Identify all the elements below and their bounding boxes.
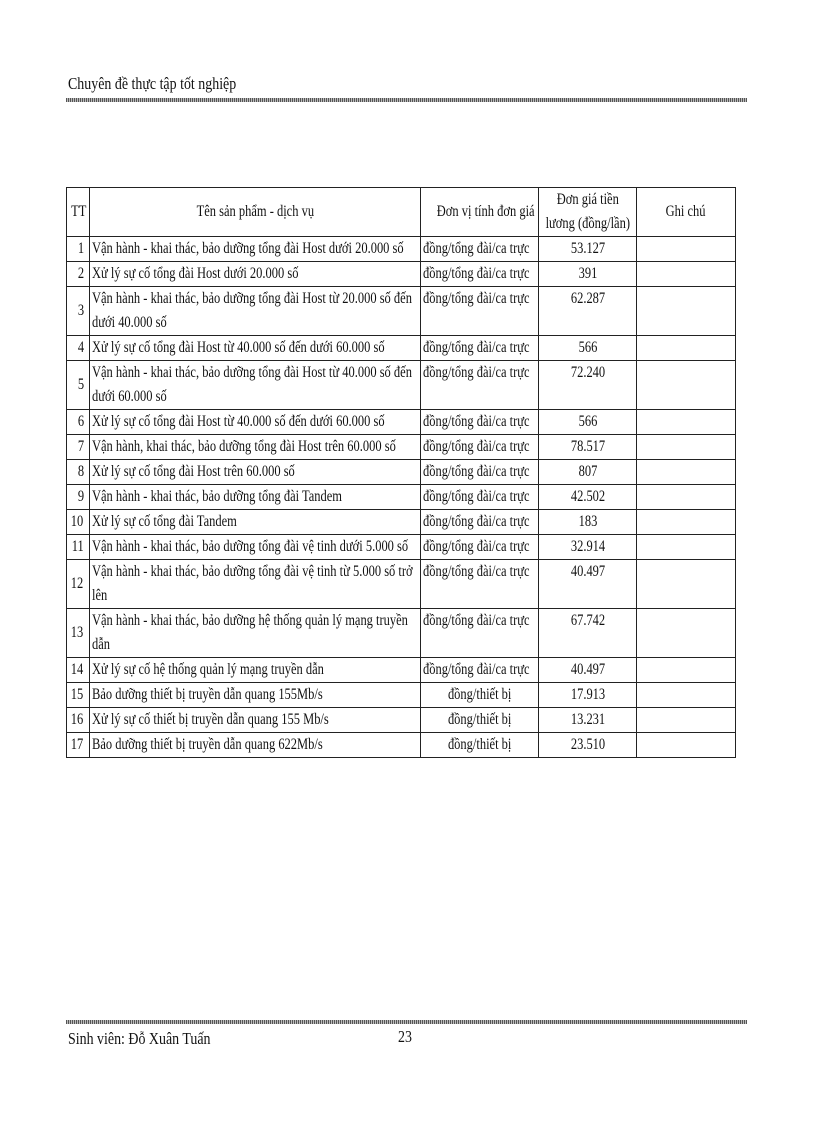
row-number: 13 (67, 609, 90, 658)
table-row (67, 708, 736, 733)
table-row (67, 510, 736, 535)
row-note (637, 410, 736, 435)
row-price: 72.240 (539, 361, 637, 410)
row-note (637, 361, 736, 410)
row-note (637, 535, 736, 560)
row-price: 53.127 (539, 237, 637, 262)
row-number: 16 (67, 708, 90, 733)
column-header-unit: Đơn vị tính đơn giá (421, 188, 539, 237)
column-header-price: Đơn giá tiền lương (đồng/lần) (539, 188, 637, 237)
row-note (637, 336, 736, 361)
row-number: 5 (67, 361, 90, 410)
row-unit: đồng/thiết bị (421, 683, 539, 708)
row-note (637, 435, 736, 460)
row-price: 23.510 (539, 733, 637, 758)
row-service-name: Vận hành - khai thác, bảo dưỡng tổng đài Host từ 40.000 số đến dưới 60.000 số (90, 361, 421, 410)
table-row (67, 361, 736, 410)
row-unit: đồng/tổng đài/ca trực (421, 336, 539, 361)
table-row (67, 262, 736, 287)
row-price: 13.231 (539, 708, 637, 733)
row-number: 17 (67, 733, 90, 758)
row-service-name: Vận hành - khai thác, bảo dưỡng tổng đài vệ tinh từ 5.000 số trở lên (90, 560, 421, 609)
row-note (637, 708, 736, 733)
table-row (67, 336, 736, 361)
table-row (67, 237, 736, 262)
column-header-tt: TT (67, 188, 90, 237)
column-header-note: Ghi chú (637, 188, 736, 237)
table-row (67, 485, 736, 510)
row-service-name: Xử lý sự cố hệ thống quản lý mạng truyền dẫn (90, 658, 421, 683)
row-note (637, 262, 736, 287)
row-price: 566 (539, 410, 637, 435)
table-row (67, 435, 736, 460)
table-body (67, 237, 736, 758)
row-note (637, 287, 736, 336)
row-note (637, 237, 736, 262)
table-row (67, 609, 736, 658)
page-number: 23 (398, 1027, 412, 1046)
row-service-name: Xử lý sự cố tổng đài Host trên 60.000 số (90, 460, 421, 485)
row-number: 1 (67, 237, 90, 262)
row-price: 32.914 (539, 535, 637, 560)
row-unit: đồng/tổng đài/ca trực (421, 560, 539, 609)
row-service-name: Vận hành - khai thác, bảo dưỡng tổng đài Host từ 20.000 số đến dưới 40.000 số (90, 287, 421, 336)
row-price: 62.287 (539, 287, 637, 336)
row-note (637, 658, 736, 683)
table-row (67, 560, 736, 609)
row-unit: đồng/tổng đài/ca trực (421, 435, 539, 460)
row-price: 67.742 (539, 609, 637, 658)
table-row (67, 535, 736, 560)
header-rule (66, 98, 747, 102)
row-service-name: Bảo dưỡng thiết bị truyền dẫn quang 155Mb/s (90, 683, 421, 708)
row-number: 2 (67, 262, 90, 287)
document-header-title: Chuyên đề thực tập tốt nghiệp (68, 74, 237, 93)
row-unit: đồng/tổng đài/ca trực (421, 658, 539, 683)
row-note (637, 609, 736, 658)
footer-rule (66, 1020, 747, 1024)
row-unit: đồng/tổng đài/ca trực (421, 262, 539, 287)
row-note (637, 510, 736, 535)
row-unit: đồng/tổng đài/ca trực (421, 535, 539, 560)
table-row (67, 683, 736, 708)
table-row (67, 658, 736, 683)
row-number: 11 (67, 535, 90, 560)
footer-student-name: Sinh viên: Đỗ Xuân Tuấn (68, 1029, 211, 1048)
row-unit: đồng/tổng đài/ca trực (421, 510, 539, 535)
row-number: 10 (67, 510, 90, 535)
row-price: 183 (539, 510, 637, 535)
row-service-name: Bảo dưỡng thiết bị truyền dẫn quang 622Mb/s (90, 733, 421, 758)
column-header-name: Tên sản phẩm - dịch vụ (90, 188, 421, 237)
row-number: 7 (67, 435, 90, 460)
row-service-name: Xử lý sự cố tổng đài Tandem (90, 510, 421, 535)
row-note (637, 683, 736, 708)
row-price: 17.913 (539, 683, 637, 708)
table-row (67, 410, 736, 435)
row-service-name: Vận hành - khai thác, bảo dưỡng tổng đài Tandem (90, 485, 421, 510)
row-number: 12 (67, 560, 90, 609)
table-row (67, 460, 736, 485)
row-unit: đồng/tổng đài/ca trực (421, 609, 539, 658)
row-unit: đồng/tổng đài/ca trực (421, 460, 539, 485)
row-number: 4 (67, 336, 90, 361)
row-service-name: Vận hành - khai thác, bảo dưỡng hệ thống quản lý mạng truyền dẫn (90, 609, 421, 658)
row-service-name: Vận hành - khai thác, bảo dưỡng tổng đài Host dưới 20.000 số (90, 237, 421, 262)
row-price: 78.517 (539, 435, 637, 460)
row-note (637, 460, 736, 485)
table-header-row (67, 188, 736, 237)
table-row (67, 733, 736, 758)
row-service-name: Xử lý sự cố tổng đài Host từ 40.000 số đến dưới 60.000 số (90, 336, 421, 361)
row-unit: đồng/tổng đài/ca trực (421, 237, 539, 262)
row-number: 14 (67, 658, 90, 683)
table-row (67, 287, 736, 336)
row-service-name: Vận hành, khai thác, bảo dưỡng tổng đài Host trên 60.000 số (90, 435, 421, 460)
row-service-name: Xử lý sự cố thiết bị truyền dẫn quang 155 Mb/s (90, 708, 421, 733)
row-unit: đồng/tổng đài/ca trực (421, 410, 539, 435)
row-note (637, 733, 736, 758)
row-service-name: Vận hành - khai thác, bảo dưỡng tổng đài vệ tinh dưới 5.000 số (90, 535, 421, 560)
row-number: 15 (67, 683, 90, 708)
row-price: 40.497 (539, 560, 637, 609)
row-service-name: Xử lý sự cố tổng đài Host dưới 20.000 số (90, 262, 421, 287)
row-price: 42.502 (539, 485, 637, 510)
row-unit: đồng/tổng đài/ca trực (421, 287, 539, 336)
row-unit: đồng/tổng đài/ca trực (421, 361, 539, 410)
row-price: 566 (539, 336, 637, 361)
wage-rate-table (66, 187, 736, 758)
row-price: 40.497 (539, 658, 637, 683)
row-unit: đồng/thiết bị (421, 733, 539, 758)
row-number: 8 (67, 460, 90, 485)
row-note (637, 560, 736, 609)
row-service-name: Xử lý sự cố tổng đài Host từ 40.000 số đến dưới 60.000 số (90, 410, 421, 435)
row-price: 807 (539, 460, 637, 485)
row-unit: đồng/tổng đài/ca trực (421, 485, 539, 510)
row-number: 3 (67, 287, 90, 336)
row-number: 6 (67, 410, 90, 435)
row-price: 391 (539, 262, 637, 287)
row-number: 9 (67, 485, 90, 510)
row-unit: đồng/thiết bị (421, 708, 539, 733)
row-note (637, 485, 736, 510)
